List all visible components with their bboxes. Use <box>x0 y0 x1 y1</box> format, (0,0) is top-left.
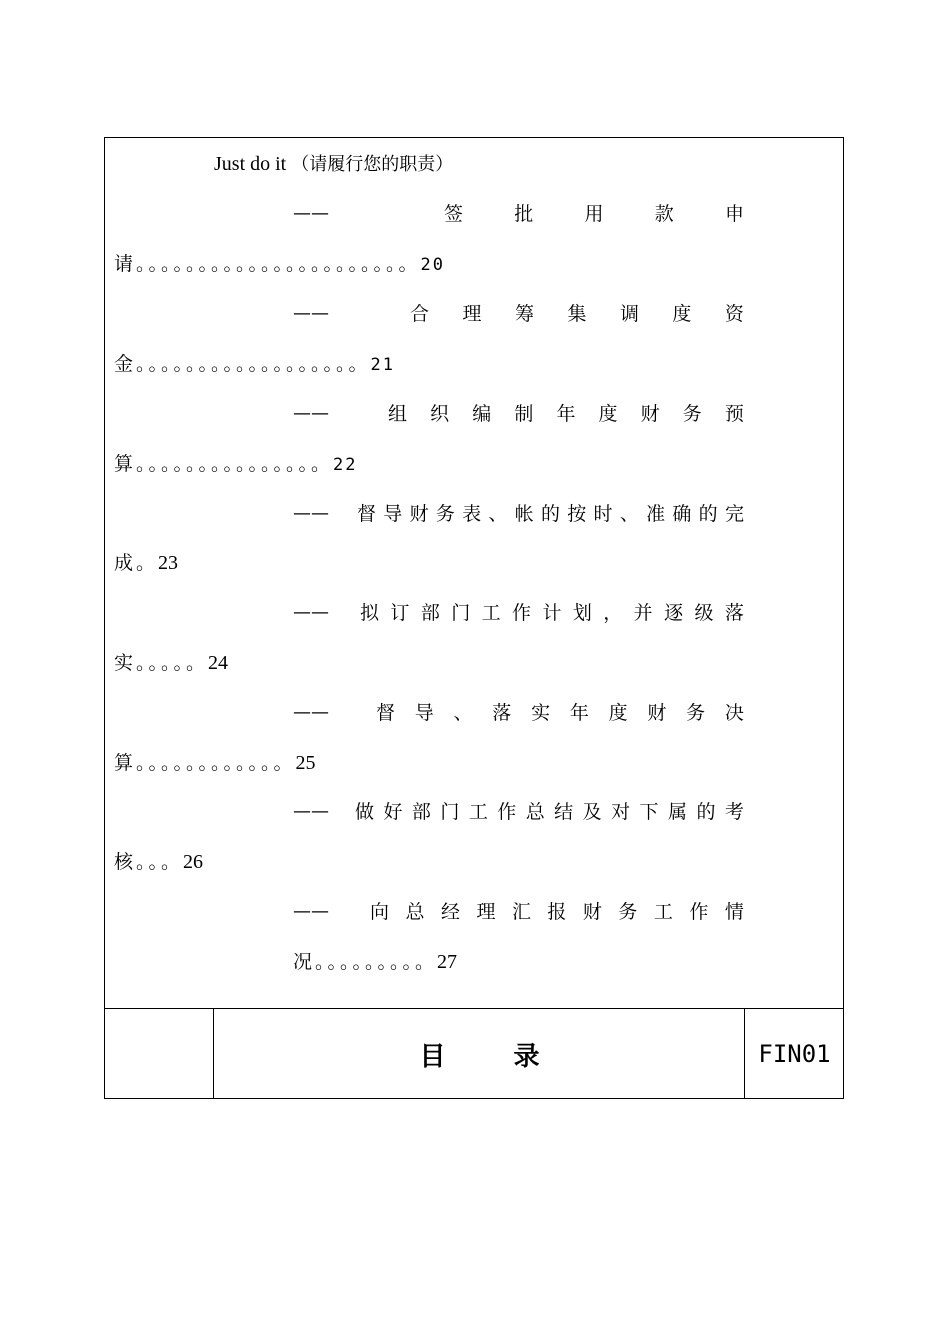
entry-title-char: 经 <box>440 901 460 923</box>
entry-continuation <box>114 850 203 874</box>
entry-title-char: 工 <box>653 901 673 923</box>
entry-title-char: 编 <box>472 403 492 425</box>
entry-title-char: 工 <box>468 801 488 823</box>
entry-title-char: 汇 <box>511 901 531 923</box>
entry-title-char: 落 <box>724 602 744 624</box>
entry-continuation <box>293 950 457 974</box>
entry-title-char: 及 <box>582 801 602 823</box>
entry-title-char: 决 <box>724 702 744 724</box>
entry-title-char: 下 <box>639 801 659 823</box>
entry-title-char: 作 <box>497 801 517 823</box>
entry-title-char: 好 <box>383 801 403 823</box>
entry-title-char: 实 <box>531 702 551 724</box>
entry-title-char: 作 <box>512 602 532 624</box>
entry-title-char: 务 <box>435 503 455 525</box>
entry-page-number: 25 <box>295 752 316 774</box>
entry-title-char: 、 <box>619 503 639 525</box>
entry-continuation <box>114 551 178 575</box>
entry-title-char: 作 <box>689 901 709 923</box>
entry-title-char: 部 <box>420 602 440 624</box>
entry-leader: 核。。。 <box>114 851 184 873</box>
entry-leader: 金。。。。。。。。。。。。。。。。。。 <box>114 353 371 375</box>
entry-leader: 算。。。。。。。。。。。。 <box>114 752 296 774</box>
entry-dash: —— <box>293 801 329 822</box>
entry-dash: —— <box>293 503 329 524</box>
entry-title-char: 属 <box>667 801 687 823</box>
entry-title <box>357 502 744 526</box>
entry-title <box>370 900 744 924</box>
entry-title-char: 督 <box>357 503 377 525</box>
entry-page-number: 21 <box>370 355 395 375</box>
footer-title: 目录 <box>419 1041 608 1072</box>
entry-title <box>360 601 744 625</box>
entry-title-char: 总 <box>405 901 425 923</box>
entry-title-char: 务 <box>618 901 638 923</box>
entry-title-char: 调 <box>619 303 639 325</box>
heading-chinese: （请履行您的职责） <box>291 154 454 175</box>
entry-leader: 成。 <box>114 552 159 574</box>
entry-title <box>410 302 744 326</box>
entry-dash: —— <box>293 403 329 424</box>
entry-title-char: 预 <box>724 403 744 425</box>
entry-title-char: 批 <box>514 203 534 225</box>
entry-title-char: 、 <box>453 702 473 724</box>
entry-continuation <box>114 452 358 477</box>
entry-title-char: 做 <box>355 801 375 823</box>
entry-title-char: 务 <box>686 702 706 724</box>
entry-title-char: 导 <box>383 503 403 525</box>
entry-title-char: 的 <box>696 801 716 823</box>
entry-page-number: 27 <box>437 951 458 973</box>
entry-dash: —— <box>293 602 329 623</box>
entry-title-char: 确 <box>672 503 692 525</box>
entry-page-number: 22 <box>333 455 358 475</box>
entry-title-char: 年 <box>569 702 589 724</box>
entry-title-char: 款 <box>654 203 674 225</box>
entry-leader: 况。。。。。。。。。 <box>293 951 438 973</box>
entry-title-char: 向 <box>370 901 390 923</box>
section-heading <box>214 152 453 177</box>
entry-title-char: 集 <box>567 303 587 325</box>
entry-leader: 实。。。。。 <box>114 652 209 674</box>
entry-dash: —— <box>293 702 329 723</box>
entry-title-char: 逐 <box>664 602 684 624</box>
entry-title-char: 并 <box>633 602 653 624</box>
entry-title-char: 门 <box>440 801 460 823</box>
entry-title-char: 用 <box>584 203 604 225</box>
entry-title-char: 结 <box>554 801 574 823</box>
entry-page-number: 23 <box>158 552 179 574</box>
entry-title-char: 财 <box>409 503 429 525</box>
entry-continuation <box>114 651 228 675</box>
entry-title-char: 拟 <box>360 602 380 624</box>
entry-title <box>376 701 744 725</box>
entry-continuation <box>114 751 316 775</box>
entry-title-char: 的 <box>698 503 718 525</box>
entry-title-char: 年 <box>556 403 576 425</box>
entry-title-char: 度 <box>598 403 618 425</box>
entry-title-char: 考 <box>724 801 744 823</box>
entry-title-char: 度 <box>672 303 692 325</box>
entry-title-char: 帐 <box>514 503 534 525</box>
entry-title-char: 门 <box>451 602 471 624</box>
entry-page-number: 24 <box>208 652 229 674</box>
entry-title-char: 导 <box>414 702 434 724</box>
entry-page-number: 26 <box>183 851 204 873</box>
entry-title-char: 制 <box>514 403 534 425</box>
entry-title-char: 签 <box>444 203 464 225</box>
entry-title-char: 理 <box>476 901 496 923</box>
entry-title-char: 部 <box>411 801 431 823</box>
entry-page-number: 20 <box>420 255 445 275</box>
entry-title-char: 工 <box>481 602 501 624</box>
entry-title-char: 划 <box>572 602 592 624</box>
entry-title-char: 准 <box>646 503 666 525</box>
entry-title-char: 申 <box>724 203 744 225</box>
entry-title <box>355 800 744 824</box>
entry-title-char: 时 <box>593 503 613 525</box>
entry-dash: —— <box>293 303 329 324</box>
entry-title-char: 的 <box>540 503 560 525</box>
footer-row <box>104 1008 844 1099</box>
entry-title-char: 表 <box>462 503 482 525</box>
entry-title <box>444 202 744 226</box>
entry-leader: 算。。。。。。。。。。。。。。。 <box>114 453 334 475</box>
entry-title-char: 订 <box>390 602 410 624</box>
entry-title-char: 级 <box>694 602 714 624</box>
entry-title-char: 情 <box>724 901 744 923</box>
entry-title-char: 财 <box>640 403 660 425</box>
entry-title-char: 织 <box>430 403 450 425</box>
entry-title-char: 计 <box>542 602 562 624</box>
entry-title-char: 资 <box>724 303 744 325</box>
entry-dash: —— <box>293 203 329 224</box>
entry-title-char: 落 <box>492 702 512 724</box>
entry-leader: 请。。。。。。。。。。。。。。。。。。。。。。 <box>114 253 421 275</box>
entry-title-char: 督 <box>376 702 396 724</box>
entry-title-char: 按 <box>567 503 587 525</box>
entry-title-char: 对 <box>611 801 631 823</box>
entry-title-char: ， <box>603 602 623 624</box>
entry-continuation <box>114 252 445 277</box>
entry-title-char: 理 <box>462 303 482 325</box>
entry-title-char: 合 <box>410 303 430 325</box>
entry-title-char: 完 <box>724 503 744 525</box>
entry-title-char: 报 <box>547 901 567 923</box>
entry-title-char: 财 <box>647 702 667 724</box>
entry-continuation <box>114 352 395 377</box>
entry-title-char: 总 <box>525 801 545 823</box>
entry-title-char: 筹 <box>514 303 534 325</box>
entry-title-char: 、 <box>488 503 508 525</box>
footer-code: FIN01 <box>758 1040 831 1068</box>
entry-title-char: 度 <box>608 702 628 724</box>
entry-title-char: 组 <box>388 403 408 425</box>
entry-title <box>388 402 744 426</box>
entry-title-char: 财 <box>582 901 602 923</box>
entry-title-char: 务 <box>682 403 702 425</box>
entry-dash: —— <box>293 901 329 922</box>
heading-english: Just do it <box>214 153 287 175</box>
